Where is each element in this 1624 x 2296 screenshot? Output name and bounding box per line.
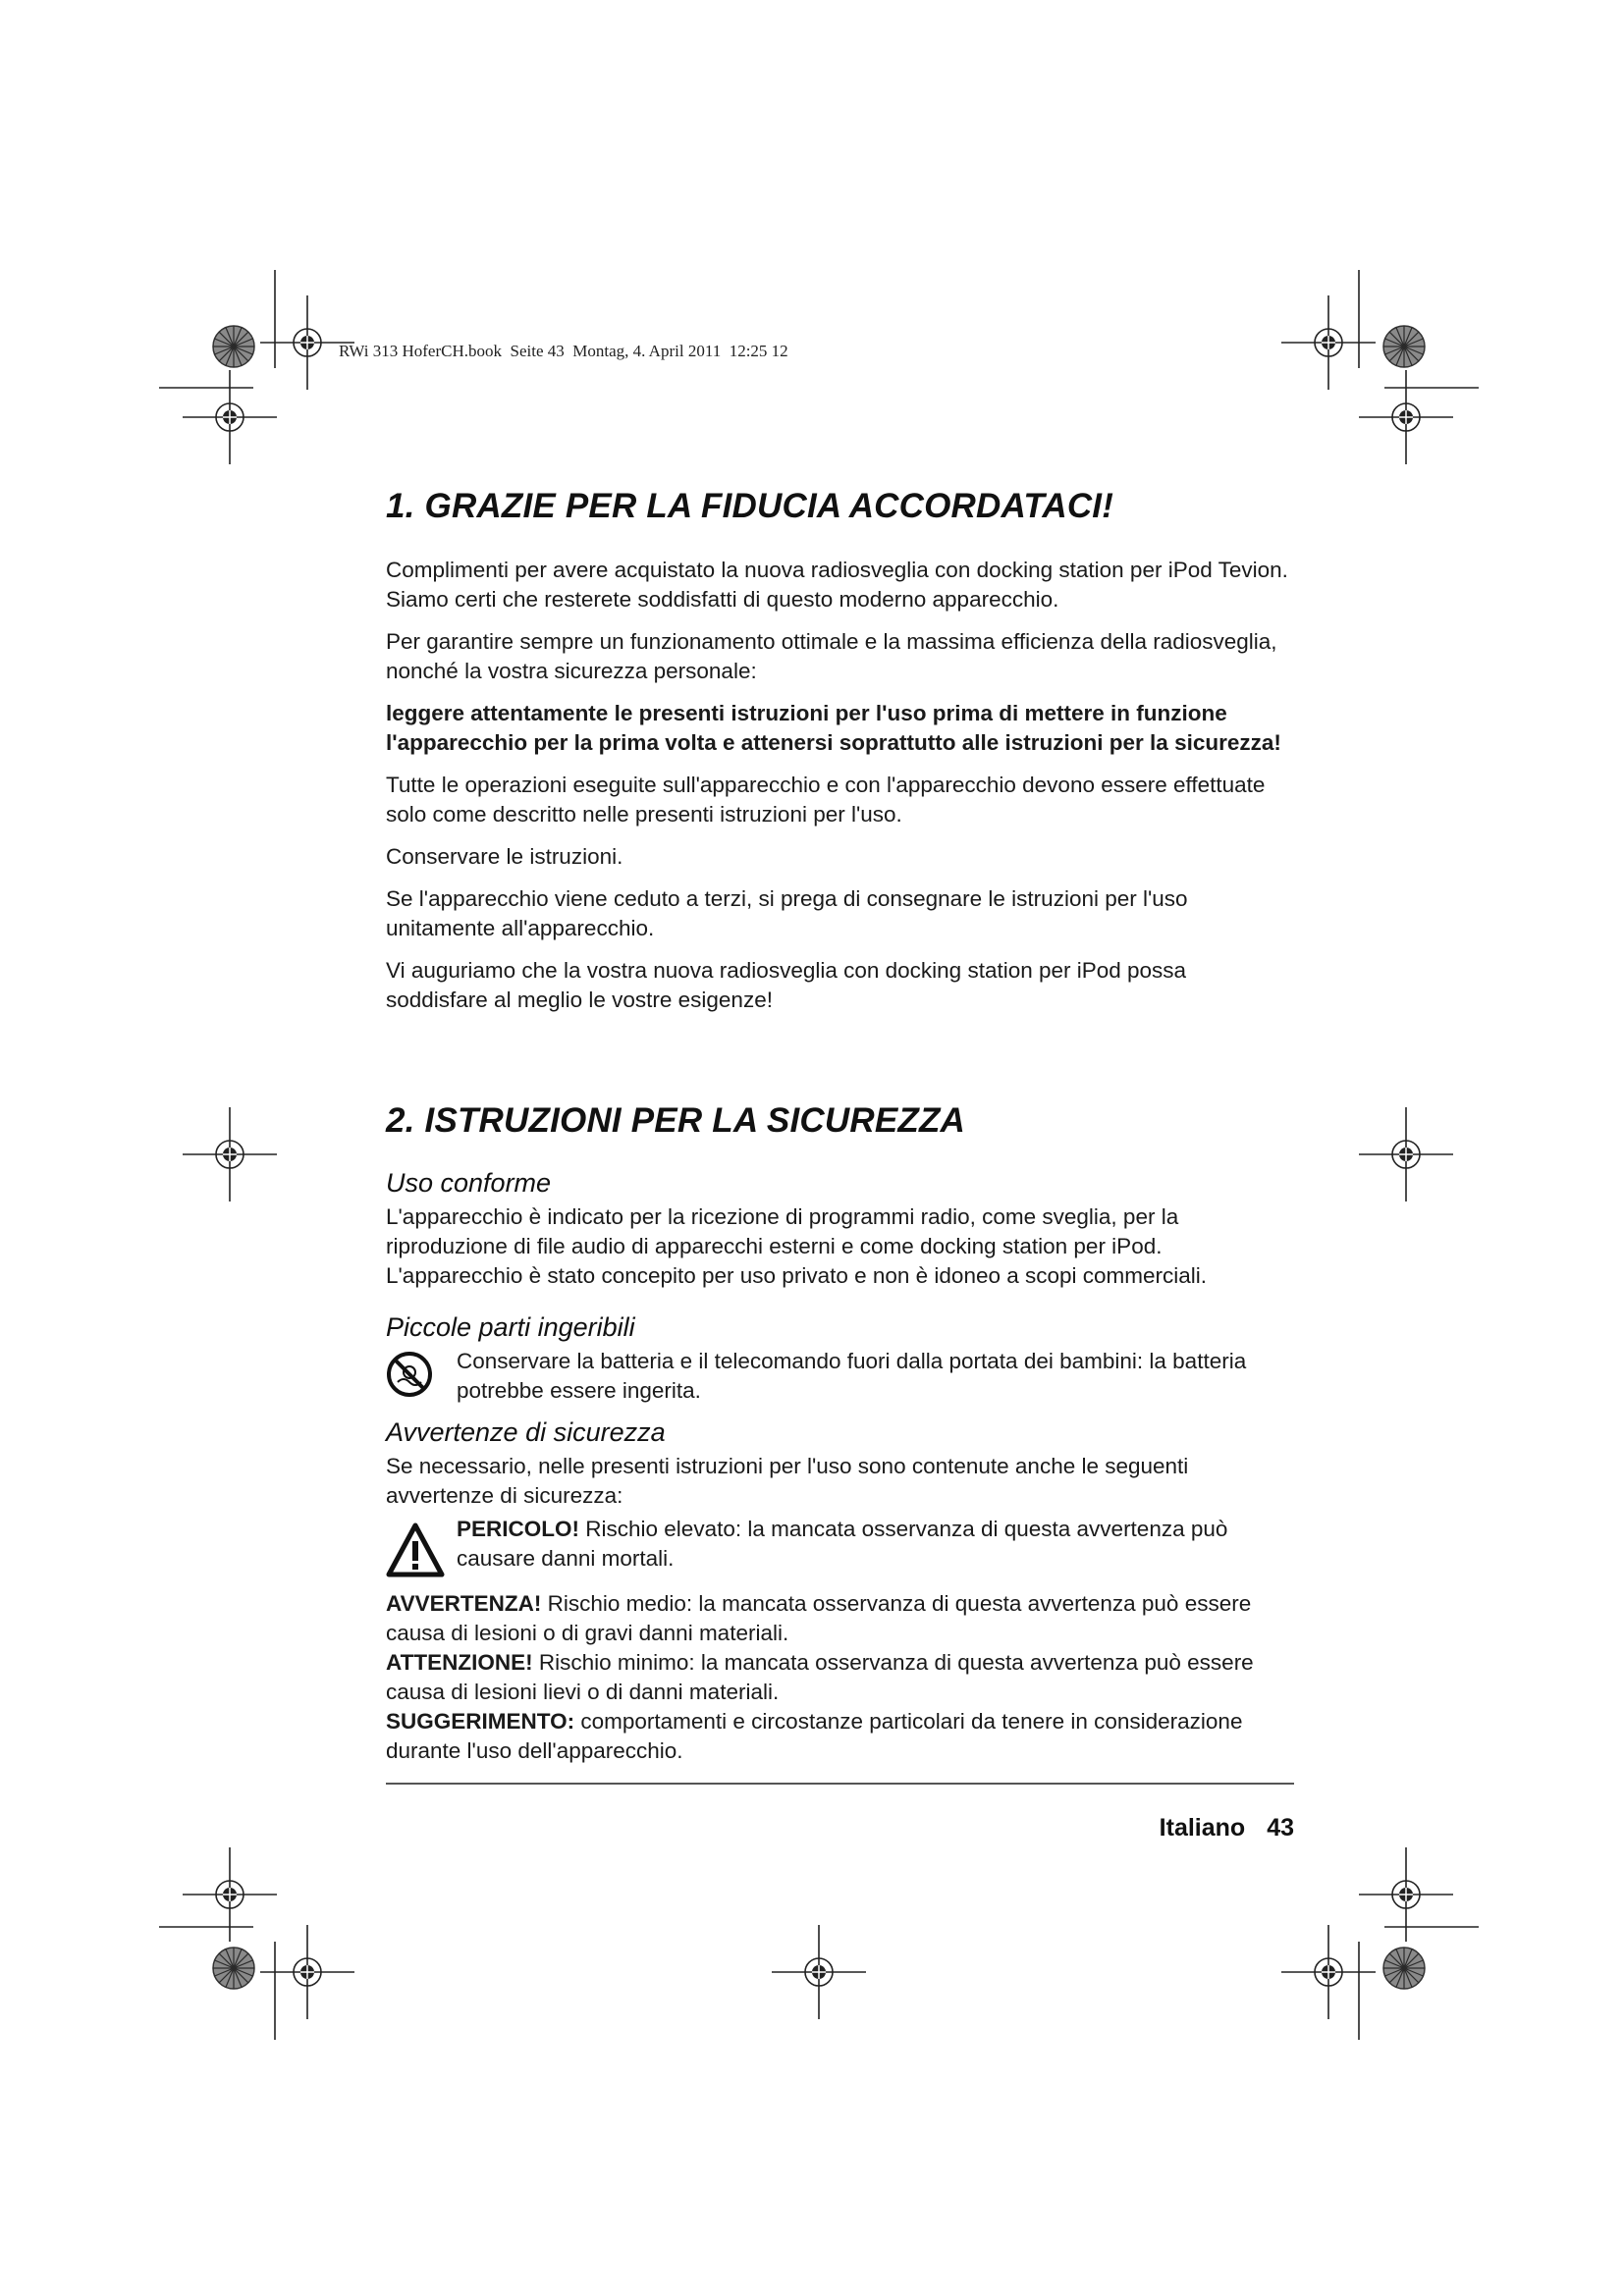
registration-cross-icon [772, 1925, 866, 2019]
paragraph: Se necessario, nelle presenti istruzioni per l'uso sono contenute anche le seguenti avvertenze di sicurezza: [386, 1454, 1189, 1508]
footer-language: Italiano [1159, 1814, 1246, 1842]
section-1-title: 1. GRAZIE PER LA FIDUCIA ACCORDATACI! [386, 487, 1114, 525]
avvertenza-text: Rischio medio: la mancata osservanza di questa avvertenza può essere causa di lesioni o di gravi danni materiali. [386, 1591, 1252, 1645]
color-target-icon [213, 326, 254, 367]
color-target-icon [1383, 326, 1425, 367]
color-target-icon [213, 1948, 254, 1989]
paragraph [457, 1515, 1294, 1574]
page-number: 43 [1267, 1814, 1294, 1842]
paragraph: Per garantire sempre un funzionamento ottimale e la massima efficienza della radiosveglia, nonché la vostra sicurezza personale: [386, 629, 1277, 683]
footer-divider [386, 1783, 1294, 1785]
important-notice: leggere attentamente le presenti istruzioni per l'uso prima di mettere in funzione l'apparecchio per la prima volta e attenersi soprattutto alle istruzioni per la sicurezza! [386, 701, 1281, 755]
paragraph: Complimenti per avere acquistato la nuova radiosveglia con docking station per iPod Tevion. Siamo certi che resterete soddisfatti di questo moderno apparecchio. [386, 558, 1288, 612]
paragraph: Se l'apparecchio viene ceduto a terzi, si prega di consegnare le istruzioni per l'uso unitamente all'apparecchio. [386, 886, 1188, 940]
paragraph [386, 1648, 1294, 1707]
color-target-icon [1383, 1948, 1425, 1989]
warning-triangle-icon [386, 1522, 445, 1577]
paragraph: Conservare la batteria e il telecomando fuori dalla portata dei bambini: la batteria potrebbe essere ingerita. [457, 1349, 1247, 1403]
avvertenza-label: AVVERTENZA! [386, 1591, 542, 1616]
paragraph: L'apparecchio è indicato per la ricezione di programmi radio, come sveglia, per la riproduzione di file audio di apparecchi esterni e come docking station per iPod. [386, 1204, 1179, 1258]
page-footer [1160, 1814, 1294, 1842]
danger-notice [386, 1515, 1294, 1577]
paragraph: L'apparecchio è stato concepito per uso privato e non è idoneo a scopi commerciali. [386, 1263, 1208, 1288]
registration-cross-icon [1281, 1925, 1376, 2019]
registration-cross-icon [1281, 295, 1376, 390]
paragraph [386, 1589, 1294, 1648]
paragraph: Conservare le istruzioni. [386, 844, 623, 869]
subheading-uso-conforme: Uso conforme [386, 1168, 552, 1198]
subheading-avvertenze: Avvertenze di sicurezza [386, 1417, 666, 1447]
page-content [386, 487, 1294, 1766]
paragraph [386, 1707, 1294, 1766]
paragraph: Vi auguriamo che la vostra nuova radiosveglia con docking station per iPod possa soddisfare al meglio le vostre esigenze! [386, 958, 1187, 1012]
registration-cross-icon [183, 370, 277, 464]
registration-cross-icon [183, 1107, 277, 1201]
registration-cross-icon [1359, 1107, 1453, 1201]
no-swallow-battery-icon [386, 1351, 433, 1398]
suggerimento-text: comportamenti e circostanze particolari da tenere in considerazione durante l'uso dell'apparecchio. [386, 1709, 1243, 1763]
attenzione-label: ATTENZIONE! [386, 1650, 533, 1675]
registration-cross-icon [1359, 370, 1453, 464]
book-info-header: RWi 313 HoferCH.book Seite 43 Montag, 4. April 2011 12:25 12 [339, 342, 788, 360]
paragraph: Tutte le operazioni eseguite sull'apparecchio e con l'apparecchio devono essere effettuate solo come descritto nelle presenti istruzioni per l'uso. [386, 773, 1266, 827]
attenzione-text: Rischio minimo: la mancata osservanza di questa avvertenza può essere causa di lesioni lievi o di danni materiali. [386, 1650, 1254, 1704]
section-2-title: 2. ISTRUZIONI PER LA SICUREZZA [386, 1101, 966, 1140]
pericolo-label: PERICOLO! [457, 1517, 580, 1541]
choking-hazard-notice [386, 1347, 1294, 1406]
subheading-piccole-parti: Piccole parti ingeribili [386, 1312, 635, 1342]
pericolo-text: Rischio elevato: la mancata osservanza di questa avvertenza può causare danni mortali. [457, 1517, 1228, 1571]
suggerimento-label: SUGGERIMENTO: [386, 1709, 575, 1734]
